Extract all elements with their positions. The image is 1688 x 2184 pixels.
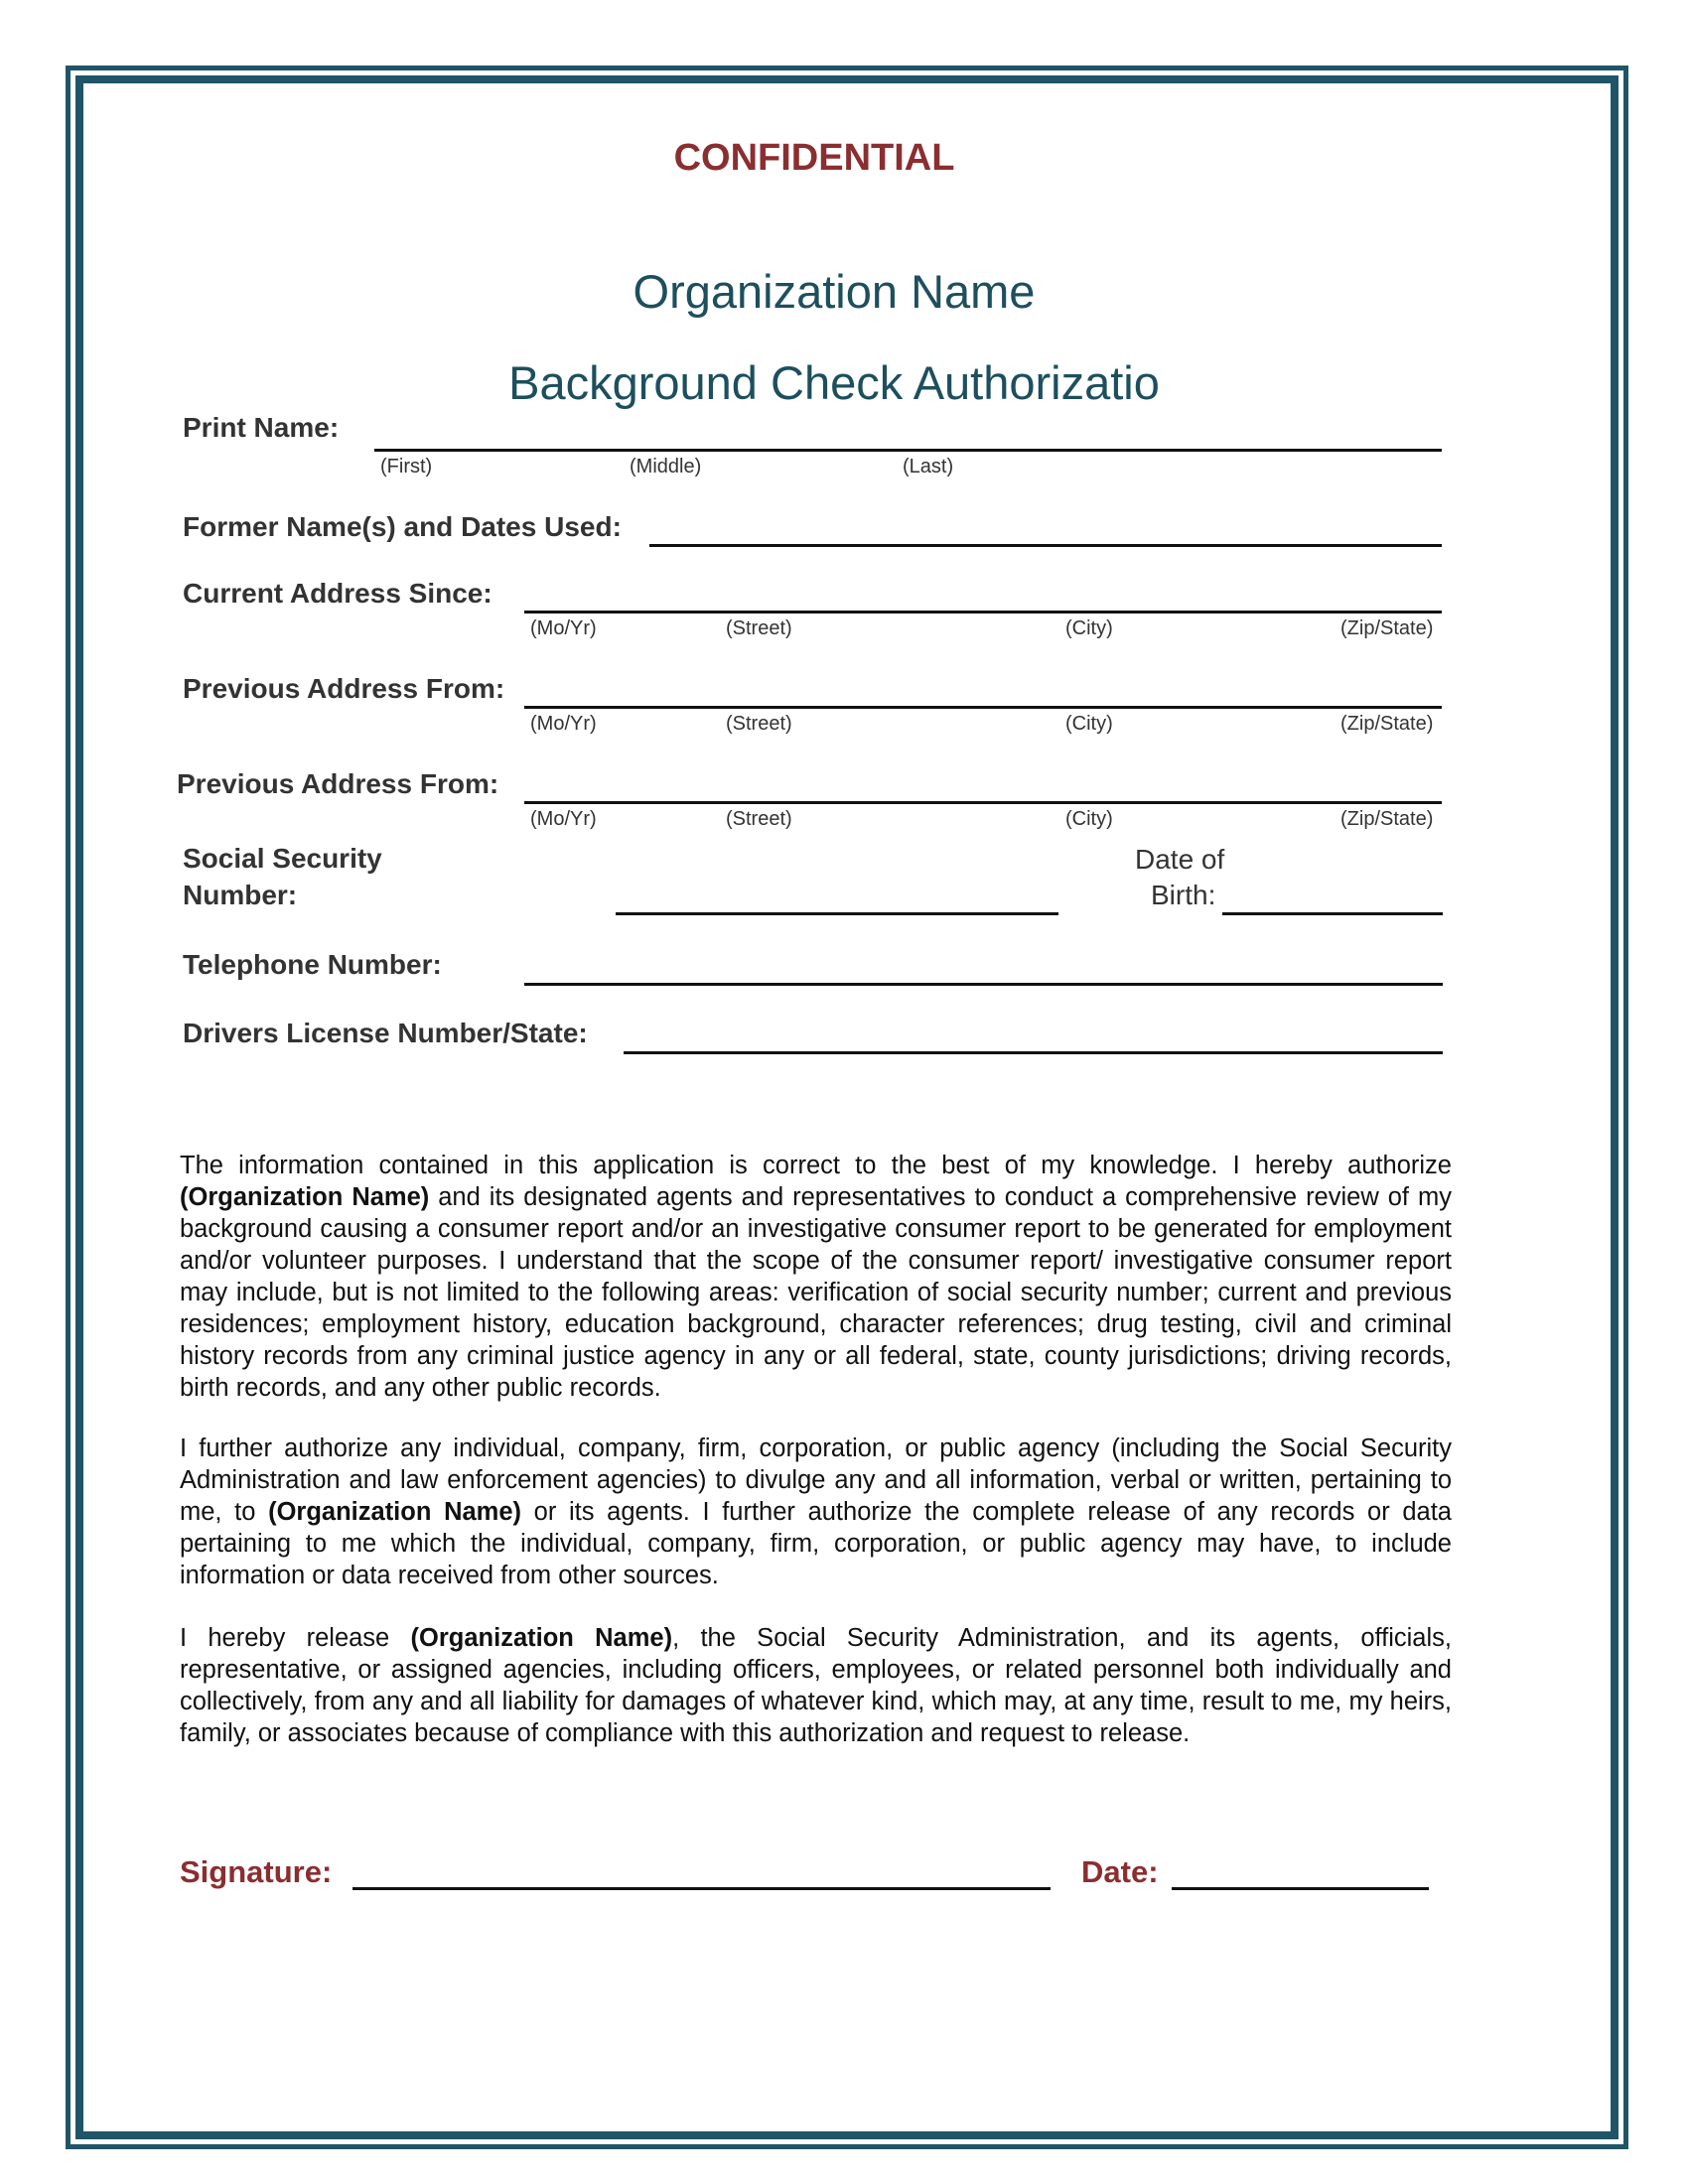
previous-address-2-label: Previous Address From: [177,768,499,799]
signature-field[interactable] [352,1887,1051,1890]
print-name-first-sublabel: (First) [380,456,433,478]
previous-address-2-field[interactable] [524,801,1442,804]
signature-label: Signature: [180,1854,333,1889]
current-address-label: Current Address Since: [183,578,492,609]
confidential-label: CONFIDENTIAL [673,137,955,179]
previous-address-1-zip-sublabel: (Zip/State) [1340,713,1434,735]
dob-label-line2: Birth: [1151,880,1216,910]
organization-name-bold: (Organization Name) [180,1183,430,1211]
signature-date-field[interactable] [1172,1887,1429,1890]
dob-label-line1: Date of [1135,844,1225,875]
telephone-field[interactable] [524,983,1443,986]
previous-address-1-moyr-sublabel: (Mo/Yr) [530,713,597,735]
previous-address-1-city-sublabel: (City) [1065,713,1113,735]
print-name-middle-sublabel: (Middle) [630,456,702,478]
authorization-paragraph-2 [180,1433,1452,1591]
signature-date-label: Date: [1081,1854,1159,1889]
release-paragraph [180,1622,1452,1749]
previous-address-2-moyr-sublabel: (Mo/Yr) [530,808,597,830]
print-name-label: Print Name: [183,412,340,443]
former-names-label: Former Name(s) and Dates Used: [183,511,622,542]
organization-name-bold: (Organization Name) [410,1624,673,1652]
paragraph-text: I hereby release [180,1624,411,1652]
ssn-label-line1: Social Security [183,843,382,874]
former-names-field[interactable] [649,544,1442,547]
paragraph-text: or its agents. I further authorize the complete release of any records or data pertaining to me which the individual, company, firm, corporation, or public agency may have, to include information or data received from other sources. [180,1498,1452,1589]
print-name-field[interactable] [374,449,1442,452]
form-title: Background Check Authorizatio [508,356,1160,409]
previous-address-2-zip-sublabel: (Zip/State) [1340,808,1434,830]
current-address-city-sublabel: (City) [1065,617,1113,639]
current-address-zip-sublabel: (Zip/State) [1340,617,1434,639]
organization-title: Organization Name [633,265,1036,318]
paragraph-text: I further authorize any individual, company, firm, corporation, or public agency (including the Social Security Administration and law enforcement agencies) to divulge any and all information, verbal or written, pertaining to me, to [180,1434,1452,1526]
organization-name-bold: (Organization Name) [268,1498,522,1526]
drivers-license-label: Drivers License Number/State: [183,1018,588,1048]
telephone-label: Telephone Number: [183,949,442,980]
previous-address-1-field[interactable] [524,706,1442,709]
current-address-field[interactable] [524,611,1442,614]
dob-field[interactable] [1222,912,1443,915]
ssn-label-line2: Number: [183,880,298,910]
previous-address-1-street-sublabel: (Street) [726,713,792,735]
drivers-license-field[interactable] [624,1051,1443,1054]
previous-address-2-street-sublabel: (Street) [726,808,792,830]
current-address-moyr-sublabel: (Mo/Yr) [530,617,597,639]
authorization-paragraph-1 [180,1150,1452,1404]
ssn-field[interactable] [616,912,1058,915]
current-address-street-sublabel: (Street) [726,617,792,639]
paragraph-text: , the Social Security Administration, and its agents, officials, representative, or assigned agencies, including officers, employees, or related personnel both individually and collectively, from any and all liability for damages of whatever kind, which may, at any time, result to me, my heirs, family, or associates because of compliance with this authorization and request to release. [180,1624,1452,1747]
paragraph-text: and its designated agents and representatives to conduct a comprehensive review of my background causing a consumer report and/or an investigative consumer report to be generated for employment and/or volunteer purposes. I understand that the scope of the consumer report/ investigative consumer report may include, but is not limited to the following areas: verification of social security number; current and previous residences; employment history, education background, character references; drug testing, civil and criminal history records from any criminal justice agency in any or all federal, state, county jurisdictions; driving records, birth records, and any other public records. [180,1183,1452,1402]
print-name-last-sublabel: (Last) [903,456,954,478]
paragraph-text: The information contained in this application is correct to the best of my knowledge. I hereby authorize [180,1152,1452,1179]
previous-address-2-city-sublabel: (City) [1065,808,1113,830]
previous-address-1-label: Previous Address From: [183,673,505,704]
